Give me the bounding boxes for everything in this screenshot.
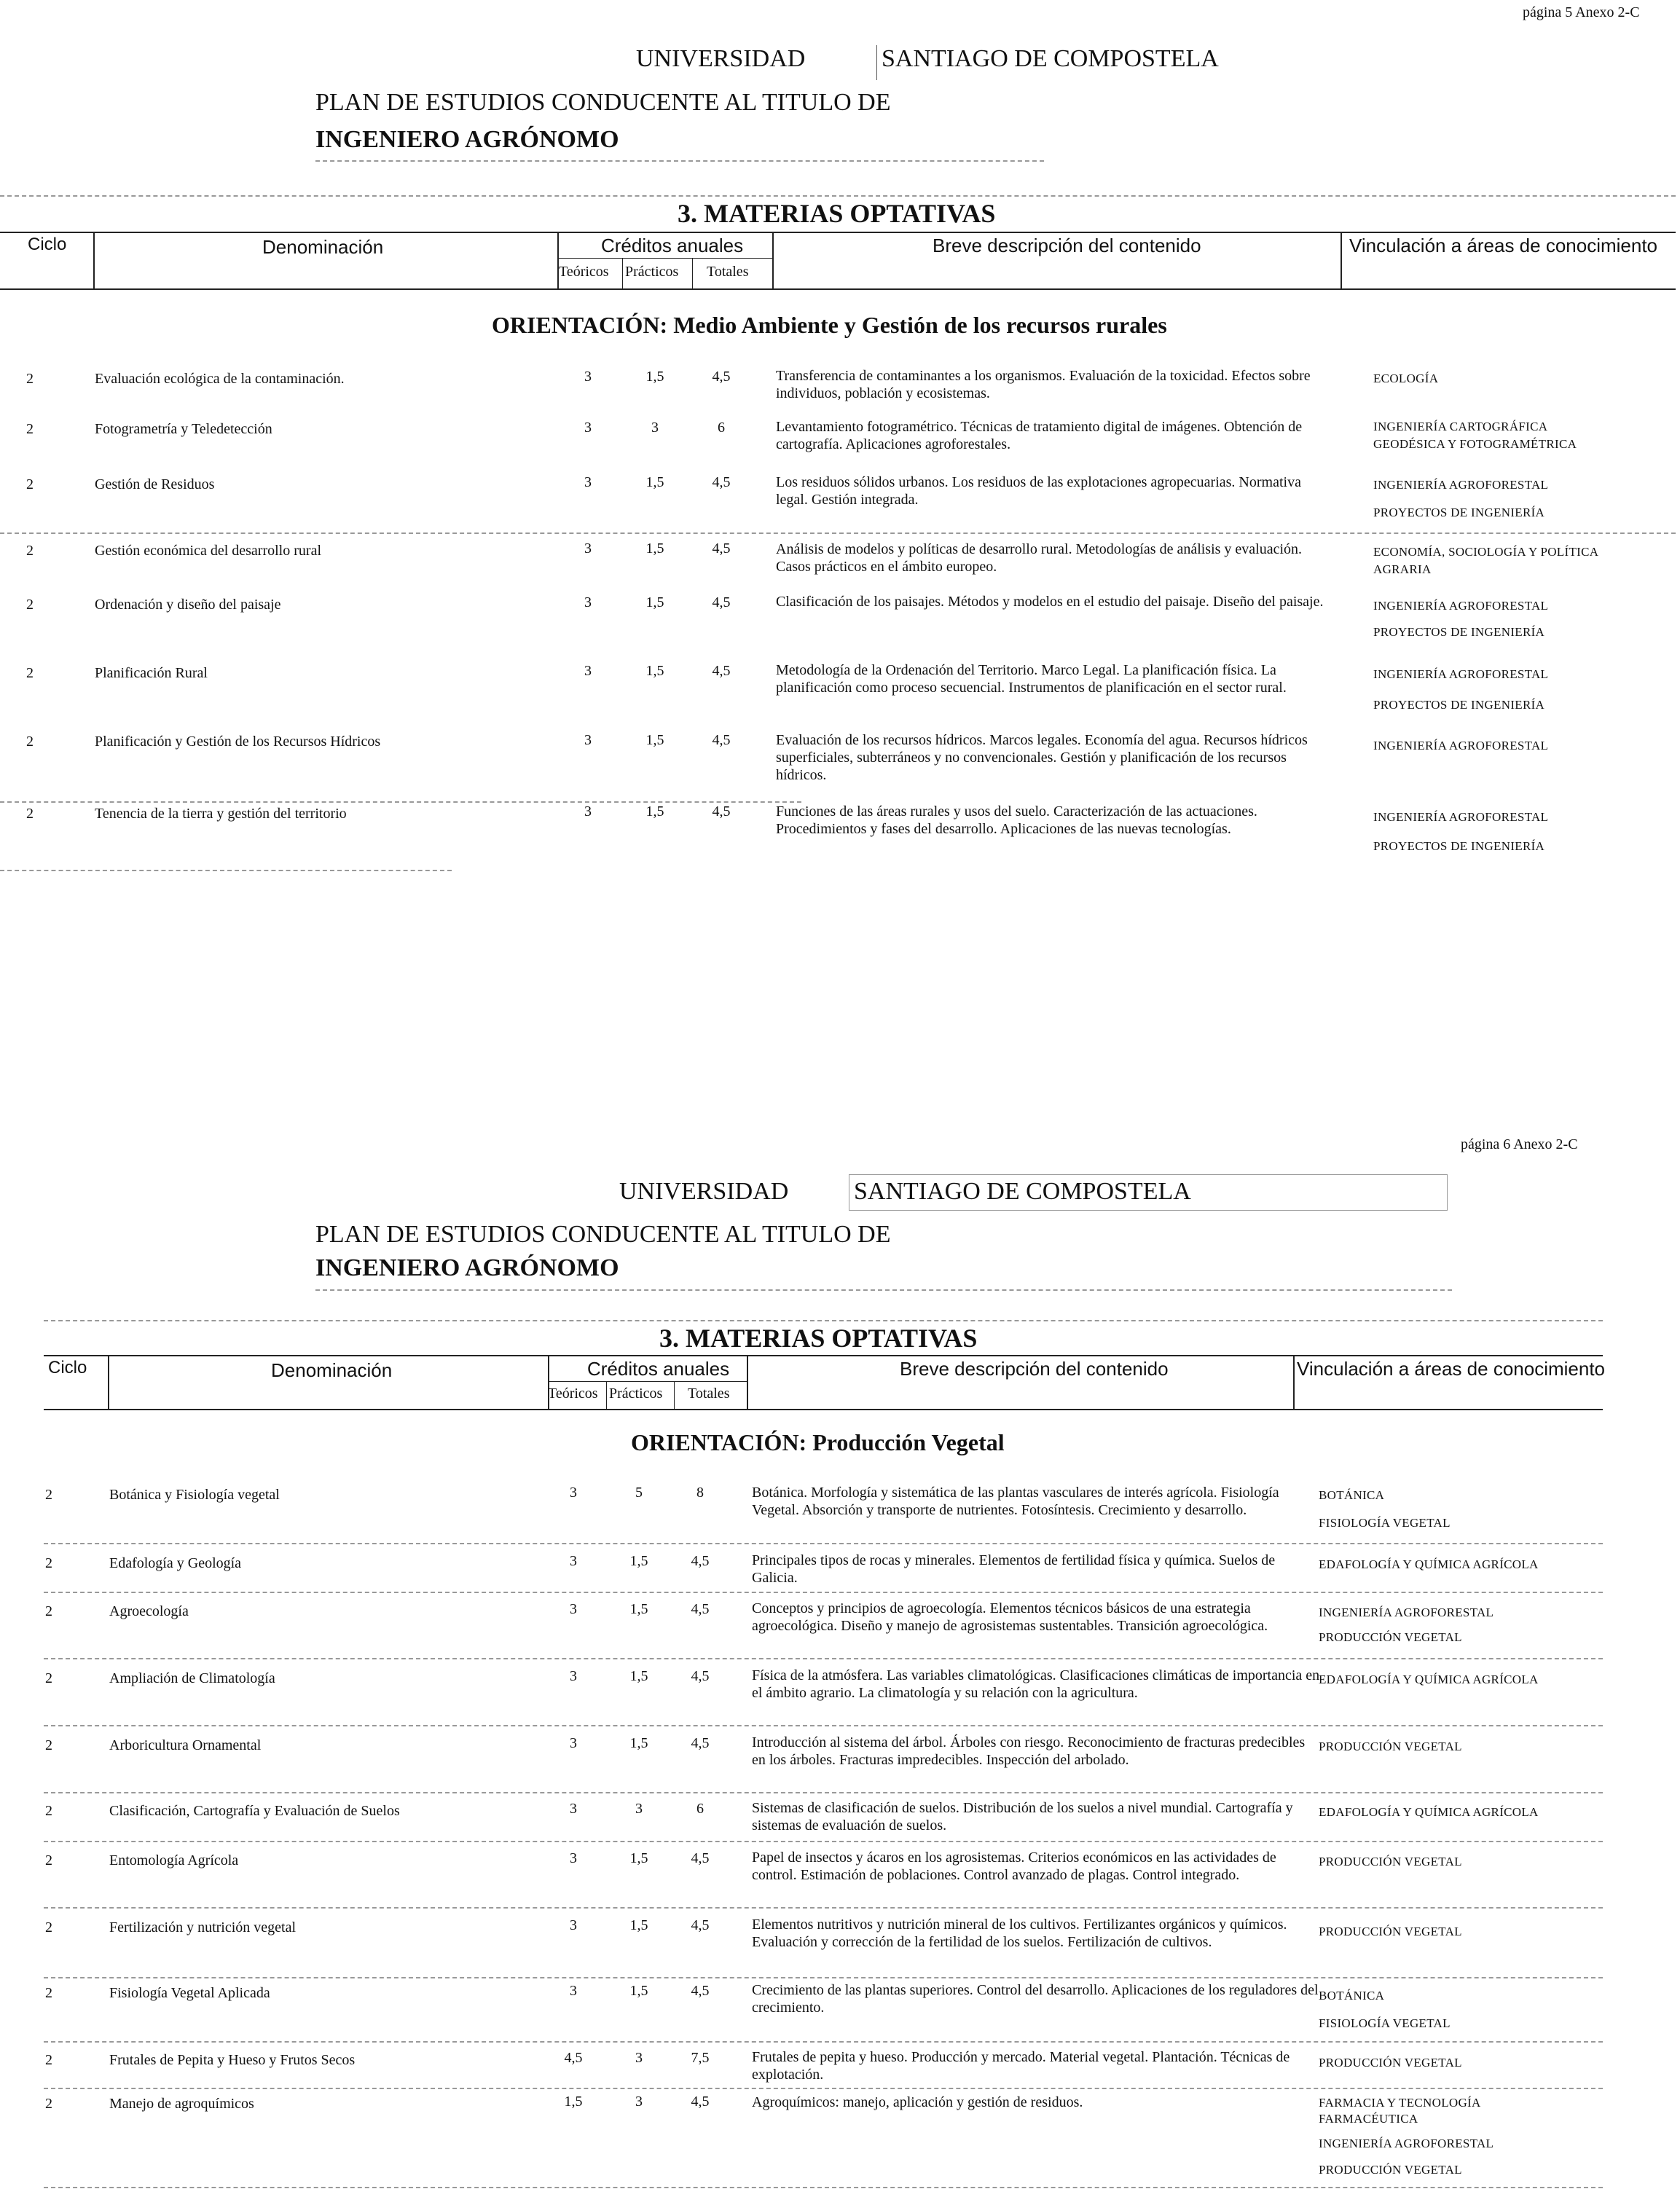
totales: 4,5 [712, 663, 731, 679]
area: PRODUCCIÓN VEGETAL [1319, 1855, 1462, 1868]
ciclo: 2 [45, 1555, 52, 1571]
practicos: 1,5 [645, 803, 664, 820]
teoricos: 3 [570, 1983, 577, 1999]
teoricos: 3 [584, 803, 592, 820]
descripcion: Principales tipos de rocas y minerales. Elementos de fertilidad física y química. Suelos de Galicia. [752, 1552, 1276, 1586]
university-label: UNIVERSIDAD [619, 1178, 789, 1205]
practicos: 1,5 [645, 594, 664, 610]
ciclo: 2 [45, 1803, 52, 1819]
teoricos: 3 [570, 1553, 577, 1569]
area: PRODUCCIÓN VEGETAL [1319, 2056, 1462, 2070]
area: INGENIERÍA AGROFORESTAL [1373, 599, 1549, 613]
totales: 4,5 [691, 1735, 710, 1751]
area: FARMACIA Y TECNOLOGÍA FARMACÉUTICA [1319, 2096, 1480, 2126]
ciclo: 2 [26, 665, 34, 681]
teoricos: 3 [584, 663, 592, 679]
area: ECOLOGÍA [1373, 372, 1439, 385]
denominacion: Fisiología Vegetal Aplicada [109, 1985, 270, 2001]
orientation-title: ORIENTACIÓN: Producción Vegetal [631, 1429, 1005, 1455]
teoricos: 3 [584, 474, 592, 490]
area: PROYECTOS DE INGENIERÍA [1373, 698, 1545, 712]
descripcion: Papel de insectos y ácaros en los agrosistemas. Criterios económicos en las actividades de control. Estimación de poblaciones. Control avanzado de plagas. Control integrado. [752, 1850, 1276, 1883]
denominacion: Botánica y Fisiología vegetal [109, 1487, 280, 1503]
ciclo: 2 [26, 734, 34, 750]
descripcion: Botánica. Morfología y sistemática de las plantas vasculares de interés agrícola. Fisiología Vegetal. Absorción y transporte de nutrientes. Fotosíntesis. Crecimiento y desarrollo. [752, 1485, 1279, 1518]
denominacion: Gestión económica del desarrollo rural [95, 543, 321, 559]
header-totales: Totales [688, 1386, 730, 1402]
area: INGENIERÍA AGROFORESTAL [1373, 667, 1549, 681]
descripcion: Frutales de pepita y hueso. Producción y mercado. Material vegetal. Plantación. Técnicas de explotación. [752, 2049, 1290, 2083]
header-totales: Totales [707, 264, 749, 280]
totales: 8 [696, 1485, 704, 1501]
teoricos: 1,5 [564, 2094, 583, 2110]
practicos: 1,5 [645, 541, 664, 557]
teoricos: 4,5 [564, 2050, 583, 2066]
teoricos: 3 [570, 1668, 577, 1684]
denominacion: Edafología y Geología [109, 1555, 242, 1571]
section-title: 3. MATERIAS OPTATIVAS [678, 199, 996, 228]
area: BOTÁNICA [1319, 1989, 1385, 2003]
descripcion: Conceptos y principios de agroecología. Elementos técnicos básicos de una estrategia agroecológica. Diseño y manejo de agrosistemas sustentables. Transición agroecológica. [752, 1600, 1268, 1634]
ciclo: 2 [45, 1737, 52, 1753]
header-vinculacion: Vinculación a áreas de conocimiento [1349, 235, 1658, 256]
teoricos: 3 [584, 541, 592, 557]
denominacion: Gestión de Residuos [95, 476, 215, 492]
denominacion: Manejo de agroquímicos [109, 2096, 254, 2112]
denominacion: Clasificación, Cartografía y Evaluación de Suelos [109, 1803, 400, 1819]
denominacion: Ampliación de Climatología [109, 1670, 275, 1686]
area: PROYECTOS DE INGENIERÍA [1373, 625, 1545, 639]
totales: 4,5 [712, 369, 731, 385]
practicos: 1,5 [629, 1553, 648, 1569]
totales: 6 [696, 1801, 704, 1817]
totales: 4,5 [691, 1668, 710, 1684]
area: PRODUCCIÓN VEGETAL [1319, 1740, 1462, 1753]
descripcion: Metodología de la Ordenación del Territorio. Marco Legal. La planificación física. La planificación como proceso secuencial. Instrumentos de planificación en el sector rural. [776, 662, 1287, 696]
ciclo: 2 [45, 1487, 52, 1503]
header-descripcion: Breve descripción del contenido [933, 235, 1201, 256]
descripcion: Física de la atmósfera. Las variables climatológicas. Clasificaciones climáticas de importancia en el ámbito agrario. La climatología y su relación con la agricultura. [752, 1667, 1320, 1701]
header-denominacion: Denominación [262, 236, 384, 258]
denominacion: Agroecología [109, 1603, 189, 1619]
practicos: 1,5 [645, 732, 664, 748]
area: INGENIERÍA AGROFORESTAL [1373, 478, 1549, 492]
degree-title: INGENIERO AGRÓNOMO [315, 126, 619, 153]
area: INGENIERÍA AGROFORESTAL [1373, 810, 1549, 824]
university-label: UNIVERSIDAD [636, 45, 806, 72]
area: BOTÁNICA [1319, 1488, 1385, 1502]
practicos: 1,5 [629, 1983, 648, 1999]
denominacion: Arboricultura Ornamental [109, 1737, 262, 1753]
area: GEODÉSICA Y FOTOGRAMÉTRICA [1373, 437, 1577, 451]
header-denominacion: Denominación [271, 1359, 393, 1381]
teoricos: 3 [570, 1485, 577, 1501]
descripcion: Agroquímicos: manejo, aplicación y gestión de residuos. [752, 2094, 1083, 2110]
header-teoricos: Teóricos [548, 1386, 598, 1402]
ciclo: 2 [26, 421, 34, 437]
descripcion: Elementos nutritivos y nutrición mineral de los cultivos. Fertilizantes orgánicos y químicos. Evaluación y corrección de la fertilidad de los suelos. Fertilización de cultivos. [752, 1917, 1287, 1950]
teoricos: 3 [570, 1850, 577, 1866]
header-descripcion: Breve descripción del contenido [900, 1358, 1169, 1380]
practicos: 1,5 [629, 1917, 648, 1933]
header-creditos: Créditos anuales [587, 1358, 730, 1380]
totales: 4,5 [691, 1601, 710, 1617]
ciclo: 2 [26, 371, 34, 387]
area: PRODUCCIÓN VEGETAL [1319, 1925, 1462, 1938]
descripcion: Funciones de las áreas rurales y usos del suelo. Caracterización de las actuaciones. Procedimientos y fases del desarrollo. Aplicaciones de las nuevas tecnologías. [776, 803, 1257, 837]
denominacion: Frutales de Pepita y Hueso y Frutos Secos [109, 2052, 356, 2068]
university-name: SANTIAGO DE COMPOSTELA [882, 45, 1219, 72]
practicos: 1,5 [645, 663, 664, 679]
section-title: 3. MATERIAS OPTATIVAS [659, 1324, 978, 1353]
ciclo: 2 [45, 1603, 52, 1619]
area: FISIOLOGÍA VEGETAL [1319, 2016, 1451, 2030]
area: PRODUCCIÓN VEGETAL [1319, 2163, 1462, 2177]
area: INGENIERÍA AGROFORESTAL [1373, 739, 1549, 752]
teoricos: 3 [584, 369, 592, 385]
totales: 4,5 [712, 732, 731, 748]
ciclo: 2 [26, 597, 34, 613]
orientation-title: ORIENTACIÓN: Medio Ambiente y Gestión de los recursos rurales [492, 312, 1167, 338]
descripcion: Transferencia de contaminantes a los organismos. Evaluación de la toxicidad. Efectos sobre individuos, población y ecosistemas. [776, 368, 1311, 401]
area: PROYECTOS DE INGENIERÍA [1373, 506, 1545, 519]
denominacion: Entomología Agrícola [109, 1852, 239, 1868]
totales: 4,5 [691, 1917, 710, 1933]
descripcion: Levantamiento fotogramétrico. Técnicas de tratamiento digital de imágenes. Obtención de cartografía. Aplicaciones agroforestales. [776, 419, 1303, 452]
teoricos: 3 [570, 1601, 577, 1617]
totales: 6 [718, 420, 725, 436]
ciclo: 2 [26, 543, 34, 559]
totales: 4,5 [691, 2094, 710, 2110]
area: INGENIERÍA AGROFORESTAL [1319, 2137, 1494, 2150]
totales: 4,5 [712, 594, 731, 610]
teoricos: 3 [584, 420, 592, 436]
plan-title: PLAN DE ESTUDIOS CONDUCENTE AL TITULO DE [315, 89, 891, 116]
denominacion: Planificación y Gestión de los Recursos Hídricos [95, 734, 381, 750]
header-teoricos: Teóricos [559, 264, 609, 280]
denominacion: Ordenación y diseño del paisaje [95, 597, 281, 613]
ciclo: 2 [45, 2052, 52, 2068]
descripcion: Análisis de modelos y políticas de desarrollo rural. Metodologías de análisis y evaluación. Casos prácticos en el ámbito europeo. [776, 541, 1303, 575]
area: INGENIERÍA AGROFORESTAL [1319, 1606, 1494, 1619]
totales: 4,5 [712, 541, 731, 557]
header-ciclo: Ciclo [28, 235, 67, 254]
practicos: 3 [635, 1801, 643, 1817]
ciclo: 2 [45, 1985, 52, 2001]
descripcion: Los residuos sólidos urbanos. Los residuos de las explotaciones agropecuarias. Normativa legal. Gestión integrada. [776, 474, 1301, 508]
totales: 4,5 [691, 1983, 710, 1999]
area: PRODUCCIÓN VEGETAL [1319, 1630, 1462, 1644]
descripcion: Introducción al sistema del árbol. Árboles con riesgo. Reconocimiento de fracturas predecibles en los árboles. Fracturas impredecibles. Inspección del arbolado. [752, 1734, 1306, 1768]
ciclo: 2 [26, 806, 34, 822]
area: ECONOMÍA, SOCIOLOGÍA Y POLÍTICA [1373, 545, 1599, 559]
teoricos: 3 [570, 1735, 577, 1751]
teoricos: 3 [584, 732, 592, 748]
teoricos: 3 [570, 1801, 577, 1817]
header-vinculacion: Vinculación a áreas de conocimiento [1297, 1358, 1606, 1380]
degree-title: INGENIERO AGRÓNOMO [315, 1254, 619, 1281]
practicos: 1,5 [629, 1668, 648, 1684]
area: PROYECTOS DE INGENIERÍA [1373, 839, 1545, 853]
header-practicos: Prácticos [609, 1386, 663, 1402]
page-number: página 6 Anexo 2-C [1461, 1136, 1578, 1152]
practicos: 1,5 [629, 1850, 648, 1866]
area: AGRARIA [1373, 562, 1432, 576]
header-ciclo: Ciclo [48, 1358, 87, 1377]
totales: 4,5 [691, 1553, 710, 1569]
practicos: 3 [635, 2050, 643, 2066]
ciclo: 2 [45, 1919, 52, 1935]
teoricos: 3 [570, 1917, 577, 1933]
descripcion: Crecimiento de las plantas superiores. Control del desarrollo. Aplicaciones de los reguladores del crecimiento. [752, 1982, 1319, 2016]
area: EDAFOLOGÍA Y QUÍMICA AGRÍCOLA [1319, 1805, 1539, 1819]
header-practicos: Prácticos [625, 264, 679, 280]
practicos: 5 [635, 1485, 643, 1501]
practicos: 1,5 [629, 1601, 648, 1617]
totales: 4,5 [712, 474, 731, 490]
teoricos: 3 [584, 594, 592, 610]
ciclo: 2 [26, 476, 34, 492]
plan-title: PLAN DE ESTUDIOS CONDUCENTE AL TITULO DE [315, 1221, 891, 1248]
university-name: SANTIAGO DE COMPOSTELA [854, 1178, 1191, 1205]
totales: 7,5 [691, 2050, 710, 2066]
descripcion: Clasificación de los paisajes. Métodos y modelos en el estudio del paisaje. Diseño del paisaje. [776, 594, 1324, 610]
totales: 4,5 [712, 803, 731, 820]
ciclo: 2 [45, 1852, 52, 1868]
denominacion: Fertilización y nutrición vegetal [109, 1919, 297, 1935]
area: FISIOLOGÍA VEGETAL [1319, 1516, 1451, 1530]
totales: 4,5 [691, 1850, 710, 1866]
practicos: 3 [635, 2094, 643, 2110]
practicos: 1,5 [645, 474, 664, 490]
page-number: página 5 Anexo 2-C [1523, 4, 1640, 20]
denominacion: Evaluación ecológica de la contaminación. [95, 371, 345, 387]
ciclo: 2 [45, 1670, 52, 1686]
practicos: 1,5 [645, 369, 664, 385]
ciclo: 2 [45, 2096, 52, 2112]
practicos: 3 [651, 420, 659, 436]
descripcion: Sistemas de clasificación de suelos. Distribución de los suelos a nivel mundial. Cartografía y sistemas de evaluación de suelos. [752, 1800, 1293, 1834]
header-creditos: Créditos anuales [601, 235, 744, 256]
area: INGENIERÍA CARTOGRÁFICA [1373, 420, 1548, 433]
descripcion: Evaluación de los recursos hídricos. Marcos legales. Economía del agua. Recursos hídricos superficiales, subterráneos y no convencionales. Gestión y planificación de los recursos hídricos. [776, 732, 1308, 783]
area: EDAFOLOGÍA Y QUÍMICA AGRÍCOLA [1319, 1557, 1539, 1571]
practicos: 1,5 [629, 1735, 648, 1751]
area: EDAFOLOGÍA Y QUÍMICA AGRÍCOLA [1319, 1673, 1539, 1686]
denominacion: Tenencia de la tierra y gestión del territorio [95, 806, 347, 822]
denominacion: Fotogrametría y Teledetección [95, 421, 272, 437]
denominacion: Planificación Rural [95, 665, 208, 681]
